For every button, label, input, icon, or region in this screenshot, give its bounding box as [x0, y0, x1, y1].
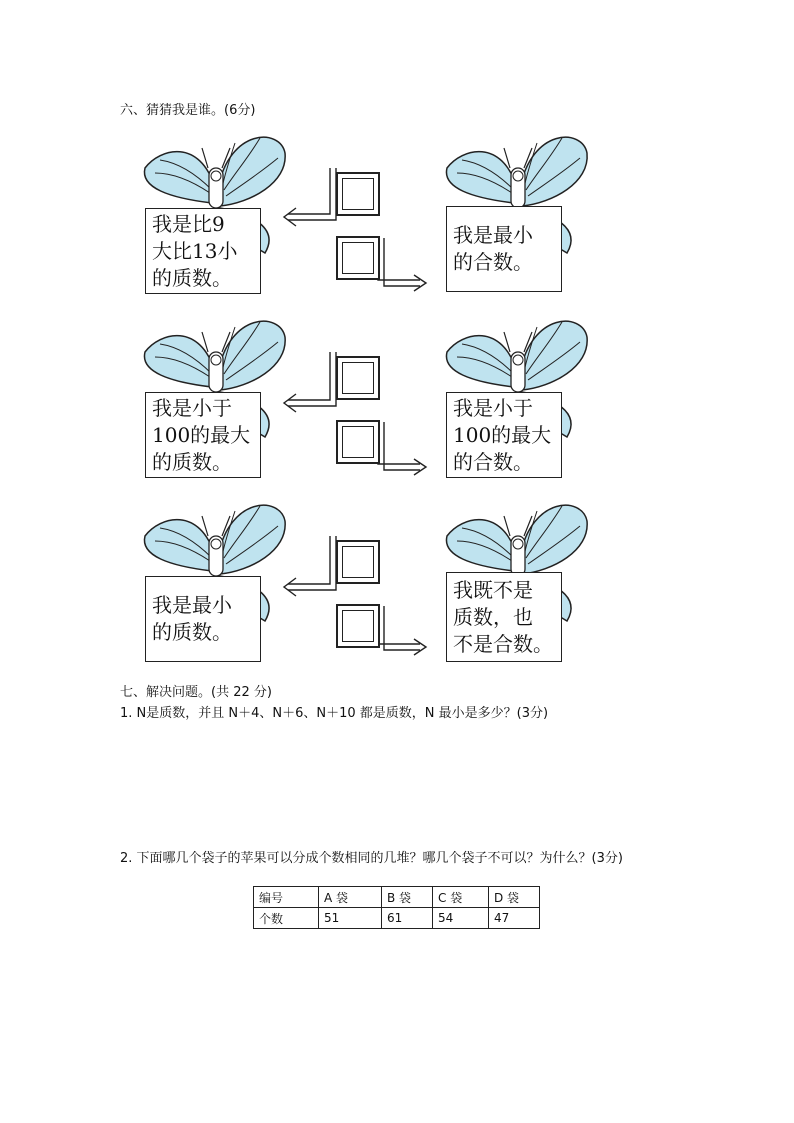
answer-box-right-1[interactable]	[336, 236, 380, 280]
table-cell: 个数	[254, 908, 319, 929]
table-cell: D 袋	[489, 887, 540, 908]
answer-box-left-1[interactable]	[336, 172, 380, 216]
riddle-card-left-2: 我是小于 100的最大 的质数。	[145, 392, 261, 478]
table-cell: 51	[319, 908, 382, 929]
table-cell: 编号	[254, 887, 319, 908]
connector-arrows-2	[0, 312, 794, 482]
connector-arrows-3	[0, 496, 794, 666]
connector-arrows-1	[0, 128, 794, 298]
table-cell: 54	[433, 908, 489, 929]
table-cell: B 袋	[382, 887, 433, 908]
answer-box-left-3[interactable]	[336, 540, 380, 584]
answer-box-right-2[interactable]	[336, 420, 380, 464]
riddle-card-right-3: 我既不是 质数，也 不是合数。	[446, 572, 562, 662]
riddle-card-left-1: 我是比9 大比13小 的质数。	[145, 208, 261, 294]
riddle-pair-2	[0, 312, 794, 482]
riddle-pair-1	[0, 128, 794, 298]
riddle-card-right-2: 我是小于 100的最大 的合数。	[446, 392, 562, 478]
section7-heading: 七、解决问题。(共 22 分)	[120, 685, 272, 700]
answer-box-left-2[interactable]	[336, 356, 380, 400]
table-cell: A 袋	[319, 887, 382, 908]
bags-table	[253, 886, 540, 929]
table-cell: 47	[489, 908, 540, 929]
table-row	[254, 908, 540, 929]
table-header-row	[254, 887, 540, 908]
answer-box-right-3[interactable]	[336, 604, 380, 648]
question-1: 1. N是质数，并且 N＋4、N＋6、N＋10 都是质数，N 最小是多少？(3分)	[120, 706, 549, 721]
table-cell: 61	[382, 908, 433, 929]
riddle-card-left-3: 我是最小 的质数。	[145, 576, 261, 662]
question-2: 2. 下面哪几个袋子的苹果可以分成个数相同的几堆？哪几个袋子不可以？为什么？(3分)	[120, 851, 623, 866]
riddle-card-right-1: 我是最小 的合数。	[446, 206, 562, 292]
table-cell: C 袋	[433, 887, 489, 908]
section6-heading: 六、猜猜我是谁。(6分)	[120, 103, 256, 118]
riddle-pair-3	[0, 496, 794, 666]
